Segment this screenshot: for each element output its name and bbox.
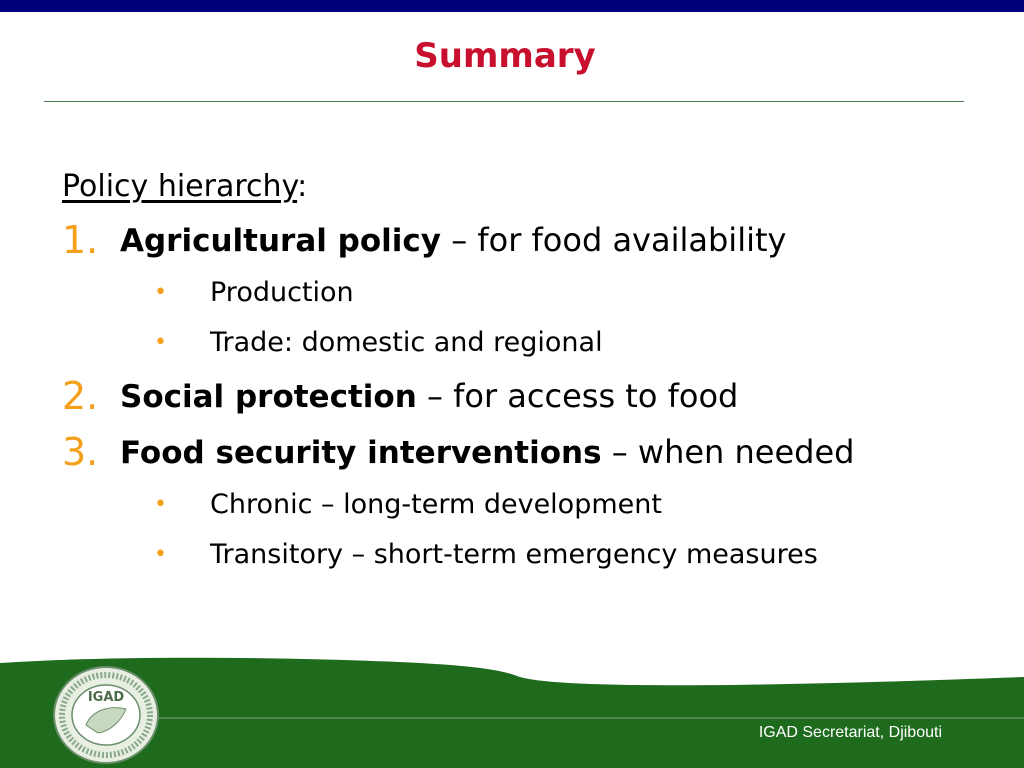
slide-title: Summary (414, 36, 596, 76)
bullet-icon: • (154, 280, 167, 305)
bullet-text: Chronic – long-term development (210, 489, 662, 520)
bullet-text: Production (210, 277, 354, 308)
item-bold-label: Agricultural policy (120, 223, 442, 259)
list-item (62, 530, 1002, 580)
item-text (120, 212, 786, 269)
item-description: – for food availability (441, 221, 787, 259)
logo-text: IGAD (87, 690, 125, 705)
heading-underlined-text: Policy hierarchy (62, 169, 298, 204)
top-bar (0, 0, 1024, 12)
item-number: 3. (62, 430, 99, 474)
list-item-2 (62, 368, 1002, 424)
item-bold-label: Food security interventions (120, 435, 602, 471)
list-item (62, 480, 1002, 530)
item-bold-label: Social protection (120, 379, 417, 415)
bullet-icon: • (154, 492, 167, 517)
sub-bullets-1 (62, 268, 1002, 368)
item-description: – for access to food (416, 377, 739, 415)
item-text (120, 424, 854, 481)
item-number: 2. (62, 374, 99, 418)
footer-organization-text: IGAD Secretariat, Djibouti (758, 724, 942, 741)
list-item (62, 318, 1002, 368)
item-text (120, 368, 738, 425)
bullet-icon: • (154, 542, 167, 567)
heading-colon: : (297, 169, 308, 204)
list-item-3 (62, 424, 1002, 480)
item-number: 1. (62, 218, 99, 262)
slide-content (62, 162, 1002, 580)
igad-logo-icon (52, 665, 160, 765)
bullet-icon: • (154, 330, 167, 355)
section-heading (62, 162, 1002, 212)
list-item-1 (62, 212, 1002, 268)
bullet-text: Trade: domestic and regional (210, 327, 603, 358)
title-divider (44, 101, 964, 102)
bullet-text: Transitory – short-term emergency measures (210, 539, 818, 570)
list-item (62, 268, 1002, 318)
sub-bullets-3 (62, 480, 1002, 580)
item-description: – when needed (601, 433, 855, 471)
